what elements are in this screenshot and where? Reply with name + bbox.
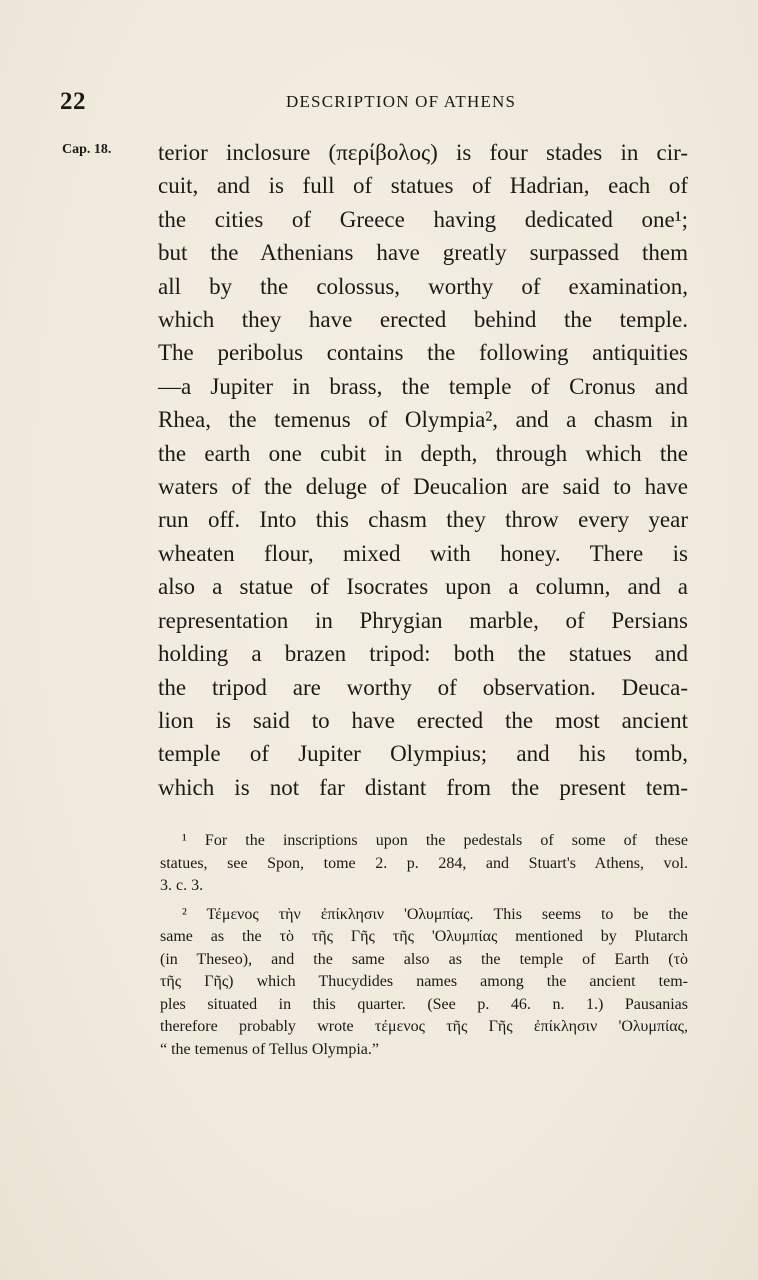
body-line: all by the colossus, worthy of examination, xyxy=(158,273,688,299)
body-line: Rhea, the temenus of Olympia², and a chasm in xyxy=(158,407,688,433)
body-line: terior inclosure (περίβολος) is four stades in cir- xyxy=(158,140,688,165)
body-line: also a statue of Isocrates upon a column, and a xyxy=(158,574,688,600)
body-text xyxy=(158,136,688,804)
running-title: DESCRIPTION OF ATHENS xyxy=(286,92,517,111)
footnote-line: same as the τὸ τῆς Γῆς τῆς 'Ολυμπίας mentioned by Plutarch xyxy=(160,928,688,945)
body-line: temple of Jupiter Olympius; and his tomb, xyxy=(158,741,688,767)
footnote-line: “ the temenus of Tellus Olympia.” xyxy=(160,1040,379,1058)
body-line: waters of the deluge of Deucalion are said to have xyxy=(158,474,688,500)
body-line: The peribolus contains the following antiquities xyxy=(158,340,688,366)
footnote-2 xyxy=(160,904,688,1062)
body-line: which they have erected behind the temple. xyxy=(158,307,688,333)
body-line: which is not far distant from the present tem- xyxy=(158,774,688,800)
footnote-line: ples situated in this quarter. (See p. 46. n. 1.) Pausanias xyxy=(160,995,688,1013)
footnote-line: ¹ For the inscriptions upon the pedestals of some of these xyxy=(182,832,688,849)
footnotes xyxy=(160,830,688,1067)
body-line: the earth one cubit in depth, through which the xyxy=(158,440,688,466)
page-header xyxy=(0,88,758,118)
body-line: the cities of Greece having dedicated one¹; xyxy=(158,206,688,232)
body-line: wheaten flour, mixed with honey. There is xyxy=(158,540,688,566)
body-line: the tripod are worthy of observation. Deuca- xyxy=(158,674,688,700)
footnote-line: (in Theseo), and the same also as the temple of Earth (τὸ xyxy=(160,950,688,968)
page-number: 22 xyxy=(60,88,86,115)
footnote-1 xyxy=(160,830,688,898)
body-line: lion is said to have erected the most ancient xyxy=(158,707,688,733)
margin-note: Cap. 18. xyxy=(62,142,112,157)
body-line: run off. Into this chasm they throw every year xyxy=(158,507,688,533)
body-line: but the Athenians have greatly surpassed them xyxy=(158,240,688,266)
body-line: representation in Phrygian marble, of Persians xyxy=(158,607,688,633)
footnote-line: statues, see Spon, tome 2. p. 284, and Stuart's Athens, vol. xyxy=(160,854,688,872)
body-line: cuit, and is full of statues of Hadrian, each of xyxy=(158,173,688,199)
body-line: —a Jupiter in brass, the temple of Cronus and xyxy=(158,373,688,399)
footnote-line: τῆς Γῆς) which Thucydides names among the ancient tem- xyxy=(160,973,688,990)
footnote-line: therefore probably wrote τέμενος τῆς Γῆς ἐπίκλησιν 'Ολυμπίας, xyxy=(160,1018,688,1035)
footnote-line: ² Τέμενος τὴν ἐπίκλησιν 'Ολυμπίας. This seems to be the xyxy=(182,905,688,923)
footnote-line: 3. c. 3. xyxy=(160,877,204,894)
body-line: holding a brazen tripod: both the statues and xyxy=(158,641,688,667)
